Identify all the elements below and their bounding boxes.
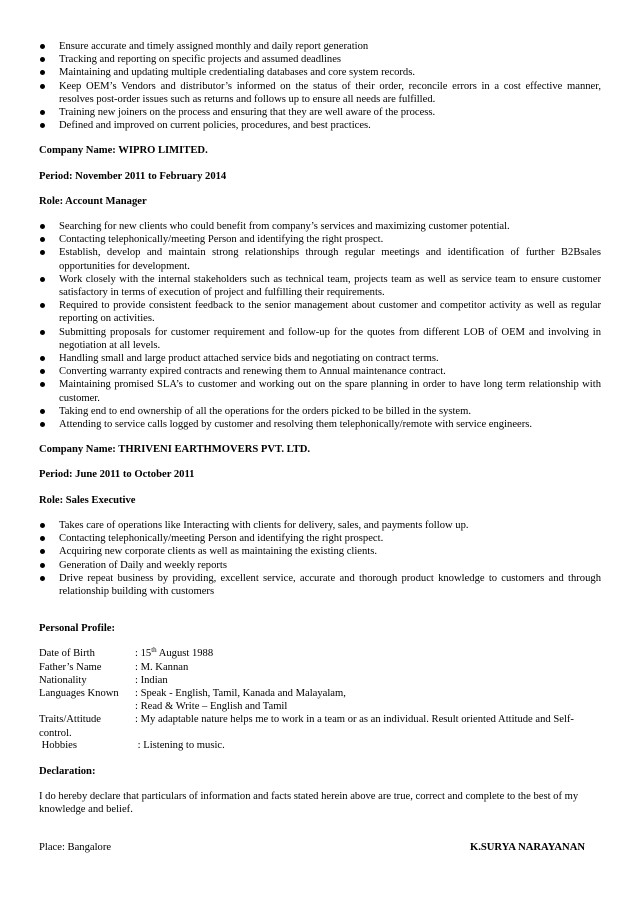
nationality-row <box>39 674 601 687</box>
list-item: Keep OEM’s Vendors and distributor’s informed on the status of their order, reconcile errors in a cost effective manner, resolves post-order issues such as returns and follows up to ensure all needs are fulfilled. <box>39 80 601 106</box>
list-item: Converting warranty expired contracts and renewing them to Annual maintenance contract. <box>39 365 601 378</box>
intro-responsibilities-list <box>39 40 601 132</box>
signature-footer <box>39 841 585 854</box>
list-item: Searching for new clients who could benefit from company’s services and maximizing customer potential. <box>39 220 601 233</box>
wipro-duties-list <box>39 220 601 431</box>
dob-value: : 15th August 1988 <box>135 646 214 660</box>
list-item: Ensure accurate and timely assigned monthly and daily report generation <box>39 40 601 53</box>
father-name-label: Father’s Name <box>39 661 102 673</box>
declaration-text: I do hereby declare that particulars of information and facts stated herein above are true, correct and complete to the best of my knowledge and belief. <box>39 790 579 815</box>
languages-rw-value: : Read & Write – English and Tamil <box>135 701 288 713</box>
list-item: Submitting proposals for customer requirement and follow-up for the quotes from different LOB of OEM and involving in negotiation at all levels. <box>39 326 601 352</box>
role-wipro: Role: Account Manager <box>39 195 147 207</box>
languages-speak-value: : Speak - English, Tamil, Kanada and Malayalam, <box>135 687 346 699</box>
nationality-label: Nationality <box>39 674 87 686</box>
list-item: Drive repeat business by providing, excellent service, accurate and thorough product knowledge to customers and through relationship building with customers <box>39 572 601 598</box>
languages-label: Languages Known <box>39 687 119 699</box>
traits-row <box>39 713 601 739</box>
personal-profile <box>39 647 601 752</box>
personal-profile-heading: Personal Profile: <box>39 623 115 635</box>
period-thriveni: Period: June 2011 to October 2011 <box>39 469 195 481</box>
thriveni-duties-list <box>39 519 601 598</box>
place-text: Place: Bangalore <box>39 842 112 853</box>
hobbies-row <box>39 739 601 752</box>
list-item: Acquiring new corporate clients as well as maintaining the existing clients. <box>39 545 601 558</box>
traits-label: Traits/Attitude control. <box>39 714 102 739</box>
company-name-wipro: Company Name: WIPRO LIMITED. <box>39 145 208 157</box>
list-item: Required to provide consistent feedback to the senior management about customer and competitor activity as well as regular reporting on activities. <box>39 299 601 325</box>
list-item: Establish, develop and maintain strong relationships through regular meetings and identification of further B2Bsales opportunities for development. <box>39 246 601 272</box>
languages-row <box>39 687 601 700</box>
father-name-row <box>39 661 601 674</box>
list-item: Tracking and reporting on specific projects and assumed deadlines <box>39 53 601 66</box>
dob-label: Date of Birth <box>39 648 95 660</box>
period-wipro: Period: November 2011 to February 2014 <box>39 170 227 182</box>
resume-page <box>39 40 601 816</box>
hobbies-value: : Listening to music. <box>135 740 225 752</box>
list-item: Contacting telephonically/meeting Person and identifying the right prospect. <box>39 532 601 545</box>
list-item: Maintaining and updating multiple credentialing databases and core system records. <box>39 66 601 79</box>
list-item: Generation of Daily and weekly reports <box>39 559 601 572</box>
list-item: Handling small and large product attached service bids and negotiating on contract terms. <box>39 352 601 365</box>
company-name-thriveni: Company Name: THRIVENI EARTHMOVERS PVT. LTD. <box>39 444 311 456</box>
list-item: Training new joiners on the process and ensuring that they are well aware of the process. <box>39 106 601 119</box>
list-item: Maintaining promised SLA’s to customer and working out on the spare planning in order to have long term relationship with customer. <box>39 378 601 404</box>
nationality-value: : Indian <box>135 674 168 686</box>
list-item: Work closely with the internal stakeholders such as technical team, projects team as well as service team to ensure customer satisfactory in terms of execution of project and fulfilling their requirements. <box>39 273 601 299</box>
dob-row <box>39 647 601 660</box>
languages-rw-row <box>39 700 601 713</box>
signature-name: K.SURYA NARAYANAN <box>469 842 585 853</box>
traits-value: : My adaptable nature helps me to work in a team or as an individual. Result oriented Attitude and Self- <box>135 714 574 726</box>
list-item: Defined and improved on current policies, procedures, and best practices. <box>39 119 601 132</box>
list-item: Contacting telephonically/meeting Person and identifying the right prospect. <box>39 233 601 246</box>
role-thriveni: Role: Sales Executive <box>39 494 136 506</box>
declaration-heading: Declaration: <box>39 765 96 777</box>
hobbies-label: Hobbies <box>39 740 77 752</box>
list-item: Attending to service calls logged by customer and resolving them telephonically/remote with service engineers. <box>39 418 601 431</box>
list-item: Taking end to end ownership of all the operations for the orders picked to be billed in the system. <box>39 405 601 418</box>
father-name-value: : M. Kannan <box>135 661 189 673</box>
list-item: Takes care of operations like Interacting with clients for delivery, sales, and payments follow up. <box>39 519 601 532</box>
